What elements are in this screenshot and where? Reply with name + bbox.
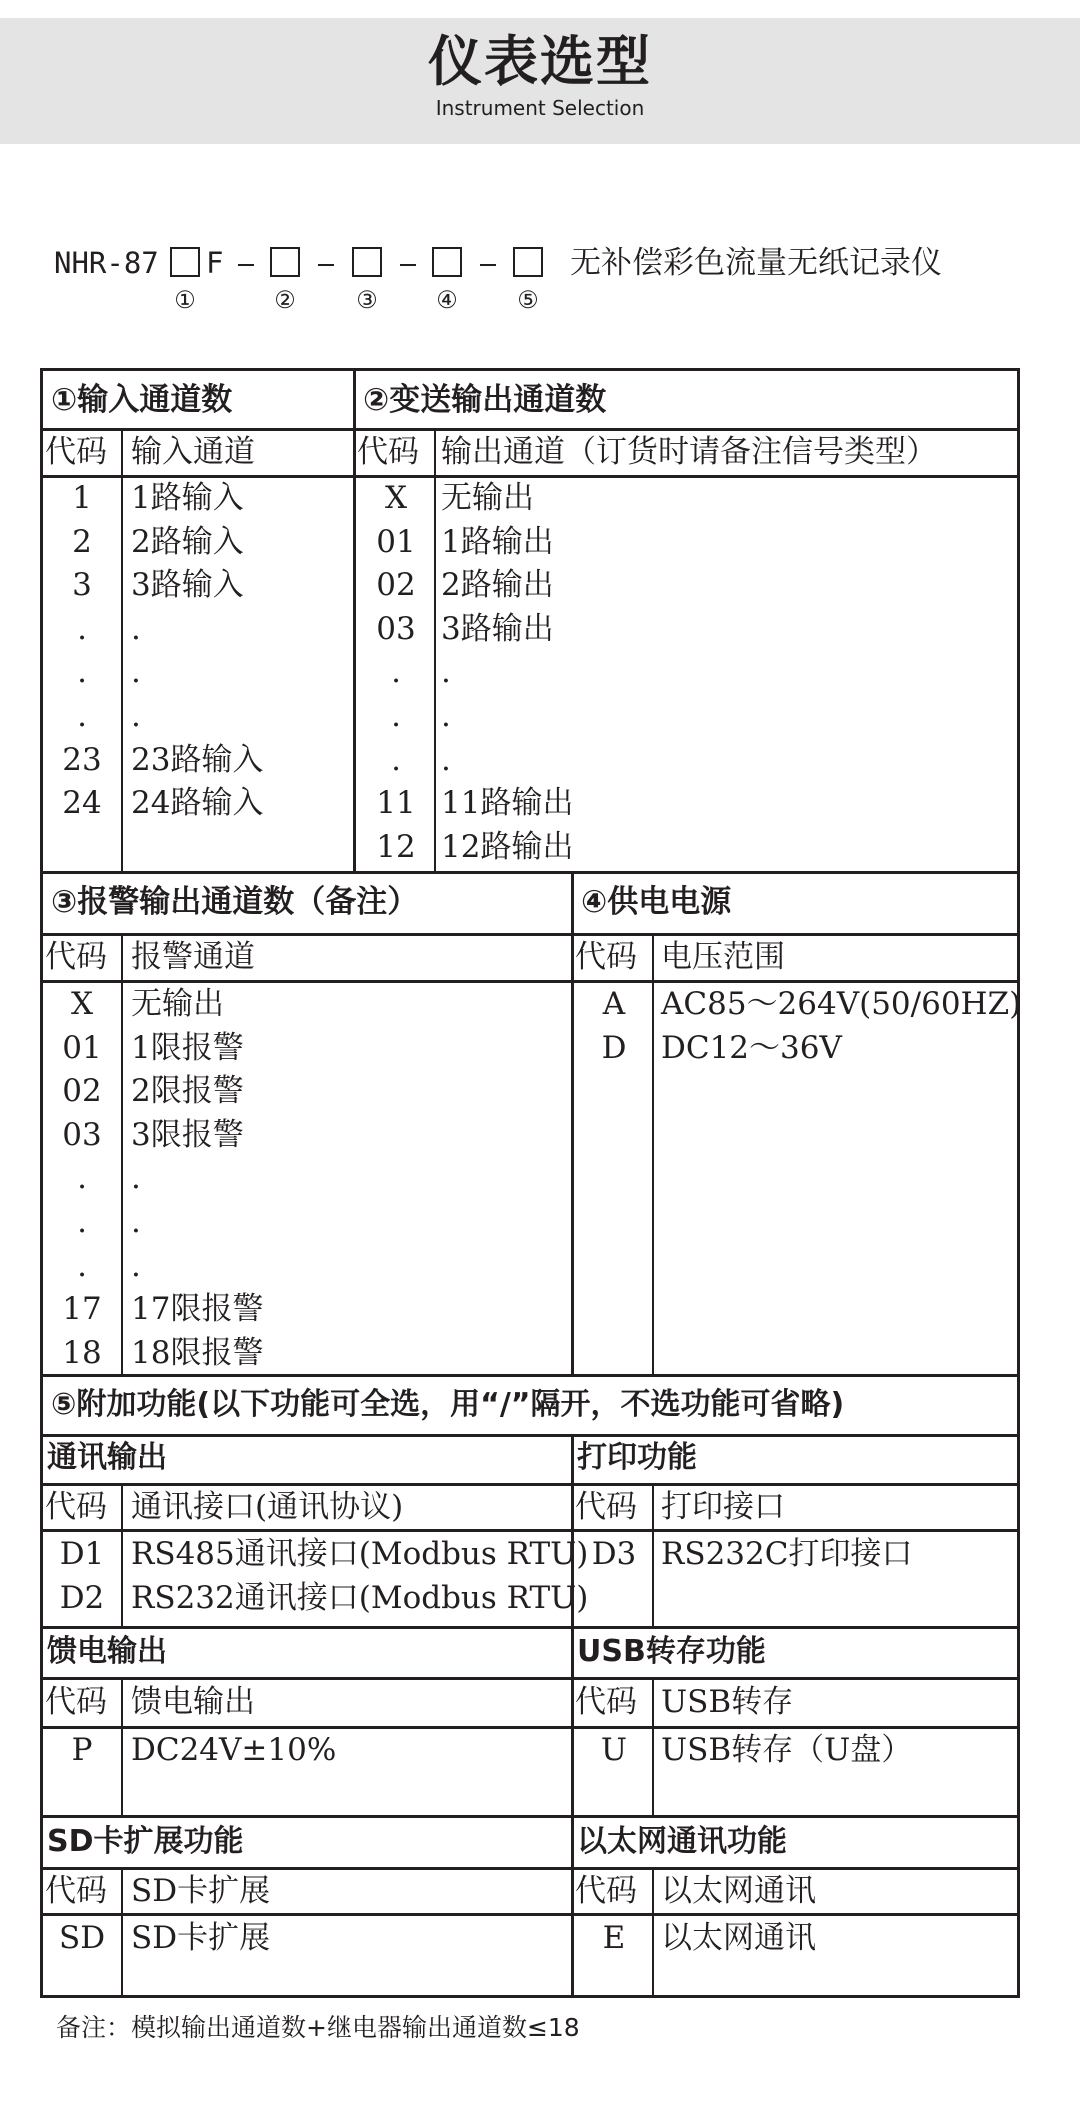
- row-code: 02: [376, 567, 416, 604]
- column-header-output-channel: 输出通道（订货时请备注信号类型）: [441, 434, 937, 470]
- selection-table: [40, 368, 1020, 1998]
- row-value: 1限报警: [131, 1029, 244, 1066]
- subsection-title-ethernet: 以太网通讯功能: [577, 1824, 787, 1859]
- page-title: 仪表选型: [428, 30, 652, 93]
- row-value: RS485通讯接口(Modbus RTU): [131, 1536, 589, 1572]
- row-code: D: [601, 1029, 627, 1066]
- row-code: .: [77, 1247, 87, 1284]
- column-header-alarm-channel: 报警通道: [131, 939, 255, 975]
- row-value: 3路输入: [131, 567, 244, 604]
- rule: [43, 1374, 1017, 1377]
- model-slot-1: [170, 247, 200, 277]
- row-code: SD: [58, 1920, 106, 1956]
- column-header-comm-interface: 通讯接口(通讯协议): [131, 1489, 404, 1525]
- row-code: D2: [59, 1580, 105, 1616]
- row-code: 02: [62, 1073, 102, 1110]
- model-dash: [238, 264, 254, 266]
- slot-number-2: ②: [274, 286, 296, 314]
- model-fixed-letter: F: [206, 246, 224, 280]
- row-code: .: [77, 610, 87, 647]
- row-value: DC24V±10%: [131, 1732, 337, 1768]
- row-value: .: [131, 654, 141, 691]
- row-value: 以太网通讯: [661, 1920, 816, 1956]
- row-value: .: [131, 1247, 141, 1284]
- rule: [43, 1913, 1017, 1916]
- row-value: 11路输出: [441, 785, 574, 822]
- row-value: 1路输入: [131, 480, 244, 516]
- row-code: 24: [62, 785, 102, 822]
- row-value: 无输出: [441, 480, 534, 516]
- row-code: 18: [62, 1334, 102, 1371]
- row-code: 12: [376, 828, 416, 865]
- row-value: .: [131, 1160, 141, 1197]
- model-slot-4: [432, 247, 462, 277]
- row-code: 2: [72, 523, 92, 560]
- row-code: .: [77, 1160, 87, 1197]
- row-value: AC85～264V(50/60HZ): [661, 986, 1022, 1022]
- row-value: RS232C打印接口: [661, 1536, 913, 1572]
- rule: [571, 1434, 574, 1995]
- row-code: X: [384, 480, 408, 516]
- model-slot-3: [352, 247, 382, 277]
- rule: [43, 1434, 1017, 1437]
- column-header-code: 代码: [45, 939, 107, 975]
- row-code: 03: [62, 1116, 102, 1153]
- row-value: 17限报警: [131, 1291, 264, 1328]
- row-code: 03: [376, 610, 416, 647]
- row-value: .: [441, 654, 451, 691]
- row-code: U: [600, 1732, 628, 1768]
- row-value: 2限报警: [131, 1073, 244, 1110]
- slot-number-1: ①: [174, 286, 196, 314]
- row-value: 3路输出: [441, 610, 554, 647]
- row-value: 23路输入: [131, 741, 264, 778]
- row-code: 11: [376, 785, 416, 822]
- slot-number-4: ④: [436, 286, 458, 314]
- row-code: A: [602, 986, 626, 1022]
- row-value: .: [441, 698, 451, 734]
- section-title-additional-functions: ⑤附加功能(以下功能可全选，用“/”隔开，不选功能可省略): [51, 1387, 845, 1422]
- rule: [43, 1815, 1017, 1818]
- row-code: .: [77, 654, 87, 691]
- column-header-code: 代码: [575, 1684, 637, 1720]
- footnote: 备注：模拟输出通道数+继电器输出通道数≤18: [56, 2013, 580, 2042]
- subsection-title-sd: SD卡扩展功能: [47, 1824, 244, 1859]
- row-value: 18限报警: [131, 1334, 264, 1371]
- model-description: 无补偿彩色流量无纸记录仪: [570, 245, 942, 281]
- model-dash: [480, 264, 496, 266]
- slot-number-3: ③: [356, 286, 378, 314]
- column-header-input-channel: 输入通道: [131, 434, 255, 470]
- row-value: 3限报警: [131, 1116, 244, 1153]
- row-value: .: [131, 610, 141, 647]
- row-value: USB转存（U盘）: [661, 1732, 913, 1768]
- row-code: D1: [59, 1536, 105, 1572]
- model-prefix: NHR-87: [54, 246, 159, 280]
- row-value: 2路输出: [441, 567, 554, 604]
- model-dash: [318, 264, 334, 266]
- column-header-feed-output: 馈电输出: [131, 1684, 255, 1720]
- section-title-input-channels: ①输入通道数: [51, 382, 233, 418]
- row-value: 1路输出: [441, 523, 554, 560]
- section-title-alarm-output: ③报警输出通道数（备注）: [51, 884, 419, 920]
- subsection-title-feed-output: 馈电输出: [47, 1634, 167, 1669]
- row-code: E: [602, 1920, 626, 1956]
- rule: [43, 1626, 1017, 1629]
- rule: [43, 1529, 1017, 1532]
- subsection-title-comm-output: 通讯输出: [47, 1440, 167, 1475]
- row-code: 17: [62, 1291, 102, 1328]
- subsection-title-print: 打印功能: [577, 1440, 697, 1475]
- column-header-code: 代码: [575, 1873, 637, 1909]
- column-header-code: 代码: [45, 434, 107, 470]
- row-value: 无输出: [131, 986, 224, 1022]
- row-code: 01: [62, 1029, 102, 1066]
- column-header-code: 代码: [575, 939, 637, 975]
- row-value: .: [131, 698, 141, 734]
- row-code: .: [77, 1204, 87, 1240]
- subsection-title-usb: USB转存功能: [577, 1634, 766, 1669]
- column-header-code: 代码: [575, 1489, 637, 1525]
- row-value: .: [441, 741, 451, 778]
- page-subtitle: Instrument Selection: [435, 96, 645, 120]
- rule: [571, 871, 574, 1374]
- row-code: .: [77, 698, 87, 734]
- column-header-code: 代码: [357, 434, 419, 470]
- rule: [43, 871, 1017, 874]
- section-title-power-supply: ④供电电源: [581, 884, 732, 920]
- rule: [43, 1677, 1017, 1680]
- column-header-code: 代码: [45, 1873, 107, 1909]
- slot-number-5: ⑤: [517, 286, 539, 314]
- section-title-transmit-output: ②变送输出通道数: [363, 382, 607, 418]
- row-code: 23: [62, 741, 102, 778]
- column-header-print-interface: 打印接口: [661, 1489, 785, 1525]
- row-code: 1: [72, 480, 92, 516]
- row-code: D3: [591, 1536, 637, 1572]
- column-header-voltage-range: 电压范围: [661, 939, 785, 975]
- row-code: X: [70, 986, 94, 1022]
- row-code: 3: [72, 567, 92, 604]
- row-value: DC12～36V: [661, 1029, 842, 1066]
- row-code: .: [391, 698, 401, 734]
- row-code: P: [71, 1732, 93, 1768]
- row-code: .: [391, 654, 401, 691]
- row-value: SD卡扩展: [131, 1920, 271, 1956]
- row-value: RS232通讯接口(Modbus RTU): [131, 1580, 589, 1616]
- row-code: .: [391, 741, 401, 778]
- row-value: 2路输入: [131, 523, 244, 560]
- row-value: 12路输出: [441, 828, 574, 865]
- row-code: 01: [376, 523, 416, 560]
- column-header-code: 代码: [45, 1489, 107, 1525]
- row-value: .: [131, 1204, 141, 1240]
- model-dash: [400, 264, 416, 266]
- model-slot-2: [270, 247, 300, 277]
- model-slot-5: [513, 247, 543, 277]
- row-value: 24路输入: [131, 785, 264, 822]
- column-header-usb: USB转存: [661, 1684, 794, 1720]
- column-header-code: 代码: [45, 1684, 107, 1720]
- column-header-ethernet: 以太网通讯: [661, 1873, 816, 1909]
- column-header-sd: SD卡扩展: [131, 1873, 271, 1909]
